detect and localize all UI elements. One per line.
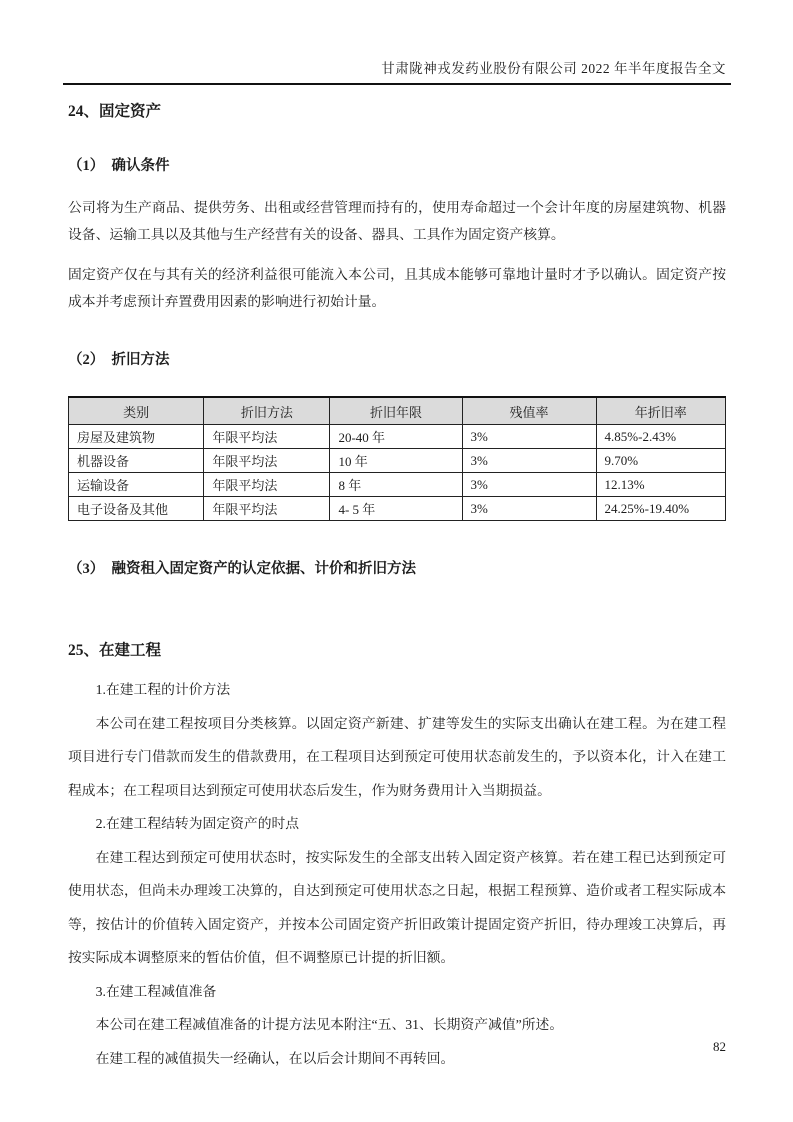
cell-method: 年限平均法 (204, 473, 330, 497)
section-24-paragraph-1: 公司将为生产商品、提供劳务、出租或经营管理而持有的，使用寿命超过一个会计年度的房屋建筑物、机器设备、运输工具以及其他与生产经营有关的设备、器具、工具作为固定资产核算。 (68, 200, 726, 242)
cell-life: 20-40 年 (330, 425, 462, 449)
cell-method: 年限平均法 (204, 449, 330, 473)
cell-category: 运输设备 (69, 473, 204, 497)
document-header-title: 甘肃陇神戎发药业股份有限公司 2022 年半年度报告全文 (381, 61, 726, 76)
section-25-title: 25、在建工程 (68, 642, 162, 659)
cell-category: 机器设备 (69, 449, 204, 473)
table-row (69, 497, 726, 521)
cell-residual-rate: 3% (462, 497, 596, 521)
cell-life: 4- 5 年 (330, 497, 462, 521)
section-24-sub2-title: （2） 折旧方法 (68, 352, 170, 368)
col-header-life: 折旧年限 (330, 397, 462, 425)
section-25-body (68, 673, 726, 1075)
section-25-item2-paragraph: 在建工程达到预定可使用状态时，按实际发生的全部支出转入固定资产核算。若在建工程已达到预定可使用状态，但尚未办理竣工决算的，自达到预定可使用状态之日起，根据工程预算、造价或者工程实际成本等，按估计的价值转入固定资产，并按本公司固定资产折旧政策计提固定资产折旧，待办理竣工决算后，再按实际成本调整原来的暂估价值，但不调整原已计提的折旧额。 (68, 849, 726, 965)
cell-residual-rate: 3% (462, 449, 596, 473)
section-24-sub1-title: （1） 确认条件 (68, 158, 170, 174)
cell-annual-rate: 24.25%-19.40% (596, 497, 725, 521)
section-25-item2-title: 2.在建工程结转为固定资产的时点 (95, 816, 300, 831)
page-number: 82 (713, 1039, 726, 1054)
col-header-residual-rate: 残值率 (462, 397, 596, 425)
section-25-item1-paragraph: 本公司在建工程按项目分类核算。以固定资产新建、扩建等发生的实际支出确认在建工程。为在建工程项目进行专门借款而发生的借款费用，在工程项目达到预定可使用状态前发生的，予以资本化，计入在建工程成本；在工程项目达到预定可使用状态后发生，作为财务费用计入当期损益。 (68, 715, 726, 798)
table-row (69, 449, 726, 473)
section-24-paragraph-2: 固定资产仅在与其有关的经济利益很可能流入本公司，且其成本能够可靠地计量时才予以确认。固定资产按成本并考虑预计弃置费用因素的影响进行初始计量。 (68, 267, 726, 309)
cell-method: 年限平均法 (204, 497, 330, 521)
section-25-item3-title: 3.在建工程减值准备 (95, 983, 217, 999)
table-row (69, 473, 726, 497)
section-25-item3-paragraph-2: 在建工程的减值损失一经确认，在以后会计期间不再转回。 (95, 1050, 455, 1066)
depreciation-table (68, 396, 726, 521)
header-divider (63, 83, 731, 85)
cell-life: 10 年 (330, 449, 462, 473)
cell-residual-rate: 3% (462, 425, 596, 449)
section-24-sub3-title: （3） 融资租入固定资产的认定依据、计价和折旧方法 (68, 561, 416, 577)
col-header-annual-rate: 年折旧率 (596, 397, 725, 425)
table-header-row (69, 397, 726, 425)
col-header-category: 类别 (69, 397, 204, 425)
cell-category: 房屋及建筑物 (69, 425, 204, 449)
table-row (69, 425, 726, 449)
col-header-method: 折旧方法 (204, 397, 330, 425)
cell-residual-rate: 3% (462, 473, 596, 497)
cell-annual-rate: 12.13% (596, 473, 725, 497)
cell-method: 年限平均法 (204, 425, 330, 449)
cell-category: 电子设备及其他 (69, 497, 204, 521)
section-25-item1-title: 1.在建工程的计价方法 (95, 682, 231, 697)
section-24-title: 24、固定资产 (68, 103, 162, 120)
page-content (68, 99, 726, 1075)
cell-annual-rate: 9.70% (596, 449, 725, 473)
cell-annual-rate: 4.85%-2.43% (596, 425, 725, 449)
section-25-item3-paragraph-1: 本公司在建工程减值准备的计提方法见本附注“五、31、长期资产减值”所述。 (95, 1017, 564, 1032)
cell-life: 8 年 (330, 473, 462, 497)
